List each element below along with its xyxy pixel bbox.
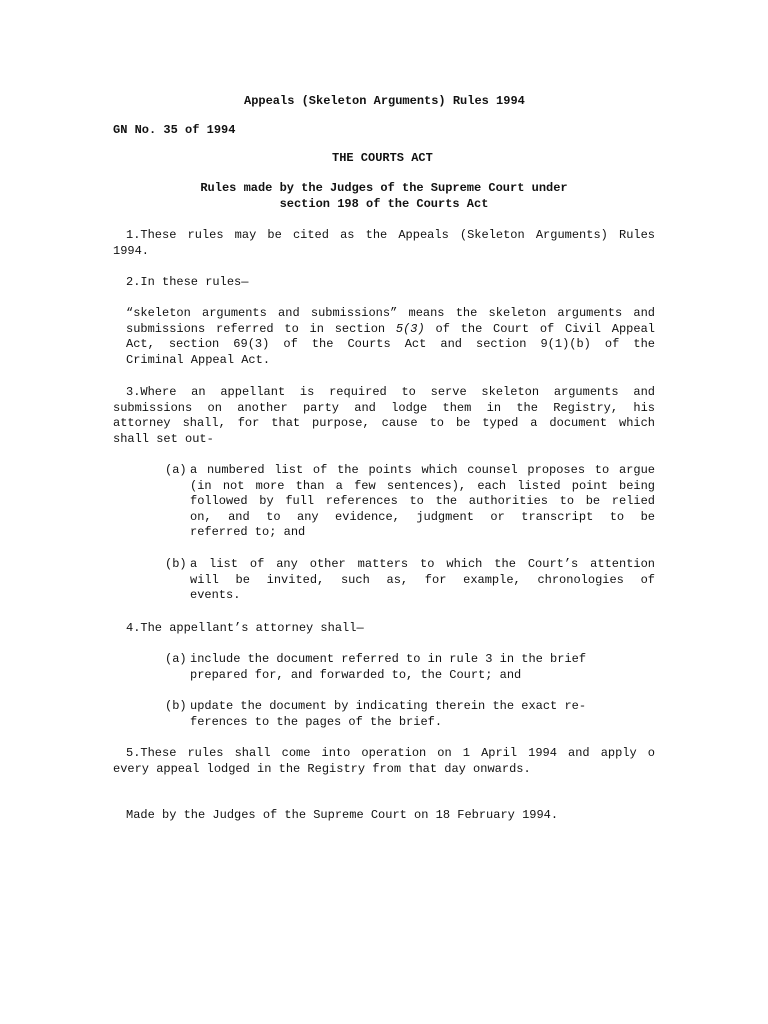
item-letter: (a)	[165, 652, 187, 666]
definition-line	[126, 322, 655, 338]
rule-4-item-a	[165, 652, 655, 684]
item-line: (in not more than a few sentences), each listed point being	[190, 478, 655, 493]
item-line: referred to; and	[190, 525, 306, 540]
rule-1-line: 1.These rules may be cited as the Appeals (Skeleton Arguments) Rules	[126, 228, 655, 242]
item-letter: (b)	[165, 699, 187, 713]
gn-number: GN No. 35 of 1994	[113, 123, 236, 137]
rule-2-intro: 2.In these rules—	[126, 275, 249, 289]
item-text	[190, 463, 655, 541]
item-line: a list of any other matters to which the Court’s attention	[190, 557, 655, 571]
subheading-line: Rules made by the Judges of the Supreme Court under	[200, 181, 568, 195]
definition-text: of the Court of Civil Appeal	[424, 321, 655, 336]
definition-text: submissions referred to in section	[126, 321, 396, 336]
definition-line: Criminal Appeal Act.	[126, 352, 271, 367]
rule-1-line: 1994.	[113, 243, 150, 258]
rule-3-item-b	[165, 557, 655, 605]
rule-4-intro: 4.The appellant’s attorney shall—	[126, 621, 364, 635]
section-reference: 5(3)	[395, 321, 425, 336]
subheading	[113, 181, 655, 212]
definition-line: “skeleton arguments and submissions” means the skeleton arguments and	[126, 306, 655, 320]
rule-3-line: attorney shall, for that purpose, cause to be typed a document which	[113, 416, 655, 431]
item-line: events.	[190, 588, 241, 603]
item-line: followed by full references to the authorities to be relied	[190, 494, 655, 509]
rule-3-item-a	[165, 463, 655, 543]
item-line: on, and to any evidence, judgment or transcript to be	[190, 509, 655, 524]
rule-5	[113, 746, 655, 777]
item-line: will be invited, such as, for example, chronologies of	[190, 572, 655, 587]
item-letter: (a)	[165, 463, 187, 477]
rule-2-definition	[126, 306, 655, 368]
rule-3-line: shall set out-	[113, 431, 214, 446]
rule-4-item-b	[165, 699, 655, 731]
item-text	[190, 557, 655, 604]
item-text	[190, 652, 655, 683]
item-line: a numbered list of the points which counsel proposes to argue	[190, 463, 655, 477]
made-by-statement: Made by the Judges of the Supreme Court on 18 February 1994.	[126, 808, 559, 822]
rule-3-line: 3.Where an appellant is required to serve skeleton arguments and	[126, 385, 655, 399]
definition-line: Act, section 69(3) of the Courts Act and section 9(1)(b) of the	[126, 337, 655, 352]
item-letter: (b)	[165, 557, 187, 571]
item-line: prepared for, and forwarded to, the Court; and	[190, 667, 522, 682]
item-line: update the document by indicating therein the exact re-	[190, 699, 587, 713]
act-heading: THE COURTS ACT	[332, 151, 433, 165]
document-title: Appeals (Skeleton Arguments) Rules 1994	[244, 94, 525, 108]
rule-5-line: 5.These rules shall come into operation on 1 April 1994 and apply o	[126, 746, 655, 760]
item-line: ferences to the pages of the brief.	[190, 714, 443, 729]
rule-3-line: submissions on another party and lodge them in the Registry, his	[113, 400, 655, 415]
item-line: include the document referred to in rule 3 in the brief	[190, 652, 587, 666]
rule-5-line: every appeal lodged in the Registry from that day onwards.	[113, 761, 531, 776]
item-text	[190, 699, 655, 730]
rule-1	[113, 228, 655, 259]
rule-3	[113, 385, 655, 447]
subheading-line: section 198 of the Courts Act	[279, 196, 489, 211]
